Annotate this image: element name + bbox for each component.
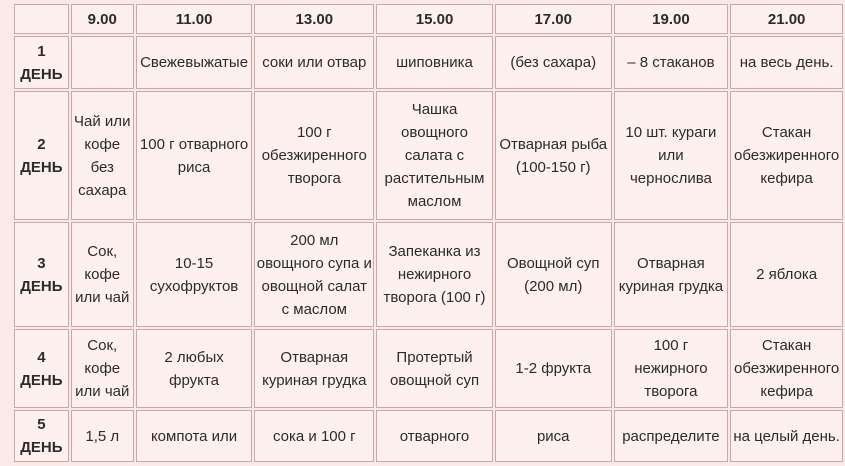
meal-cell: сока и 100 г <box>254 410 374 462</box>
meal-cell: Свежевыжатые <box>136 36 253 89</box>
header-time-cell: 19.00 <box>614 4 729 34</box>
meal-cell: Сок, кофе или чай <box>71 329 134 408</box>
day-number: 3 <box>37 254 46 272</box>
meal-cell: Протертый овощной суп <box>376 329 493 408</box>
day-label-cell <box>14 91 69 220</box>
header-row <box>14 4 843 34</box>
meal-cell: – 8 стаканов <box>614 36 729 89</box>
day-word: ДЕНЬ <box>20 65 63 83</box>
meal-cell: 100 г отварного риса <box>136 91 253 220</box>
day-word: ДЕНЬ <box>20 158 63 176</box>
meal-cell: Отварная рыба (100-150 г) <box>495 91 612 220</box>
meal-cell <box>71 36 134 89</box>
meal-cell: (без сахара) <box>495 36 612 89</box>
day-row-1 <box>14 36 843 89</box>
day-row-5 <box>14 410 843 462</box>
meal-cell: 2 яблока <box>730 222 843 327</box>
meal-cell: 2 любых фрукта <box>136 329 253 408</box>
day-row-3 <box>14 222 843 327</box>
meal-cell: Овощной суп (200 мл) <box>495 222 612 327</box>
meal-cell: Сок, кофе или чай <box>71 222 134 327</box>
day-row-4 <box>14 329 843 408</box>
day-number: 1 <box>37 42 46 60</box>
meal-cell: Отварная куриная грудка <box>614 222 729 327</box>
header-time-cell: 13.00 <box>254 4 374 34</box>
meal-cell: 1-2 фрукта <box>495 329 612 408</box>
meal-cell: шиповника <box>376 36 493 89</box>
meal-cell: на целый день. <box>730 410 843 462</box>
header-time-cell: 15.00 <box>376 4 493 34</box>
meal-cell: 1,5 л <box>71 410 134 462</box>
day-label-cell <box>14 410 69 462</box>
meal-cell: 100 г обезжиренного творога <box>254 91 374 220</box>
day-word: ДЕНЬ <box>20 277 63 295</box>
header-corner-cell <box>14 4 69 34</box>
day-number: 4 <box>37 348 46 366</box>
day-row-2 <box>14 91 843 220</box>
meal-cell: Стакан обезжиренного кефира <box>730 91 843 220</box>
day-number: 5 <box>37 416 46 433</box>
meal-cell: соки или отвар <box>254 36 374 89</box>
day-word: ДЕНЬ <box>20 371 63 389</box>
meal-cell: риса <box>495 410 612 462</box>
meal-cell: компота или <box>136 410 253 462</box>
day-label-cell <box>14 222 69 327</box>
meal-cell: Запеканка из нежирного творога (100 г) <box>376 222 493 327</box>
meal-cell: на весь день. <box>730 36 843 89</box>
diet-table <box>12 2 845 464</box>
meal-cell: 10 шт. кураги или чернослива <box>614 91 729 220</box>
header-time-cell: 9.00 <box>71 4 134 34</box>
day-word: ДЕНЬ <box>20 439 63 456</box>
header-time-cell: 17.00 <box>495 4 612 34</box>
meal-cell: Чай или кофе без сахара <box>71 91 134 220</box>
meal-cell: отварного <box>376 410 493 462</box>
day-label-cell <box>14 36 69 89</box>
meal-cell: 200 мл овощного супа и овощной салат с маслом <box>254 222 374 327</box>
meal-cell: 10-15 сухофруктов <box>136 222 253 327</box>
meal-cell: Стакан обезжиренного кефира <box>730 329 843 408</box>
meal-cell: Чашка овощного салата с растительным маслом <box>376 91 493 220</box>
day-label-cell <box>14 329 69 408</box>
meal-cell: 100 г нежирного творога <box>614 329 729 408</box>
day-number: 2 <box>37 135 46 153</box>
meal-cell: Отварная куриная грудка <box>254 329 374 408</box>
header-time-cell: 21.00 <box>730 4 843 34</box>
meal-cell: распределите <box>614 410 729 462</box>
header-time-cell: 11.00 <box>136 4 253 34</box>
